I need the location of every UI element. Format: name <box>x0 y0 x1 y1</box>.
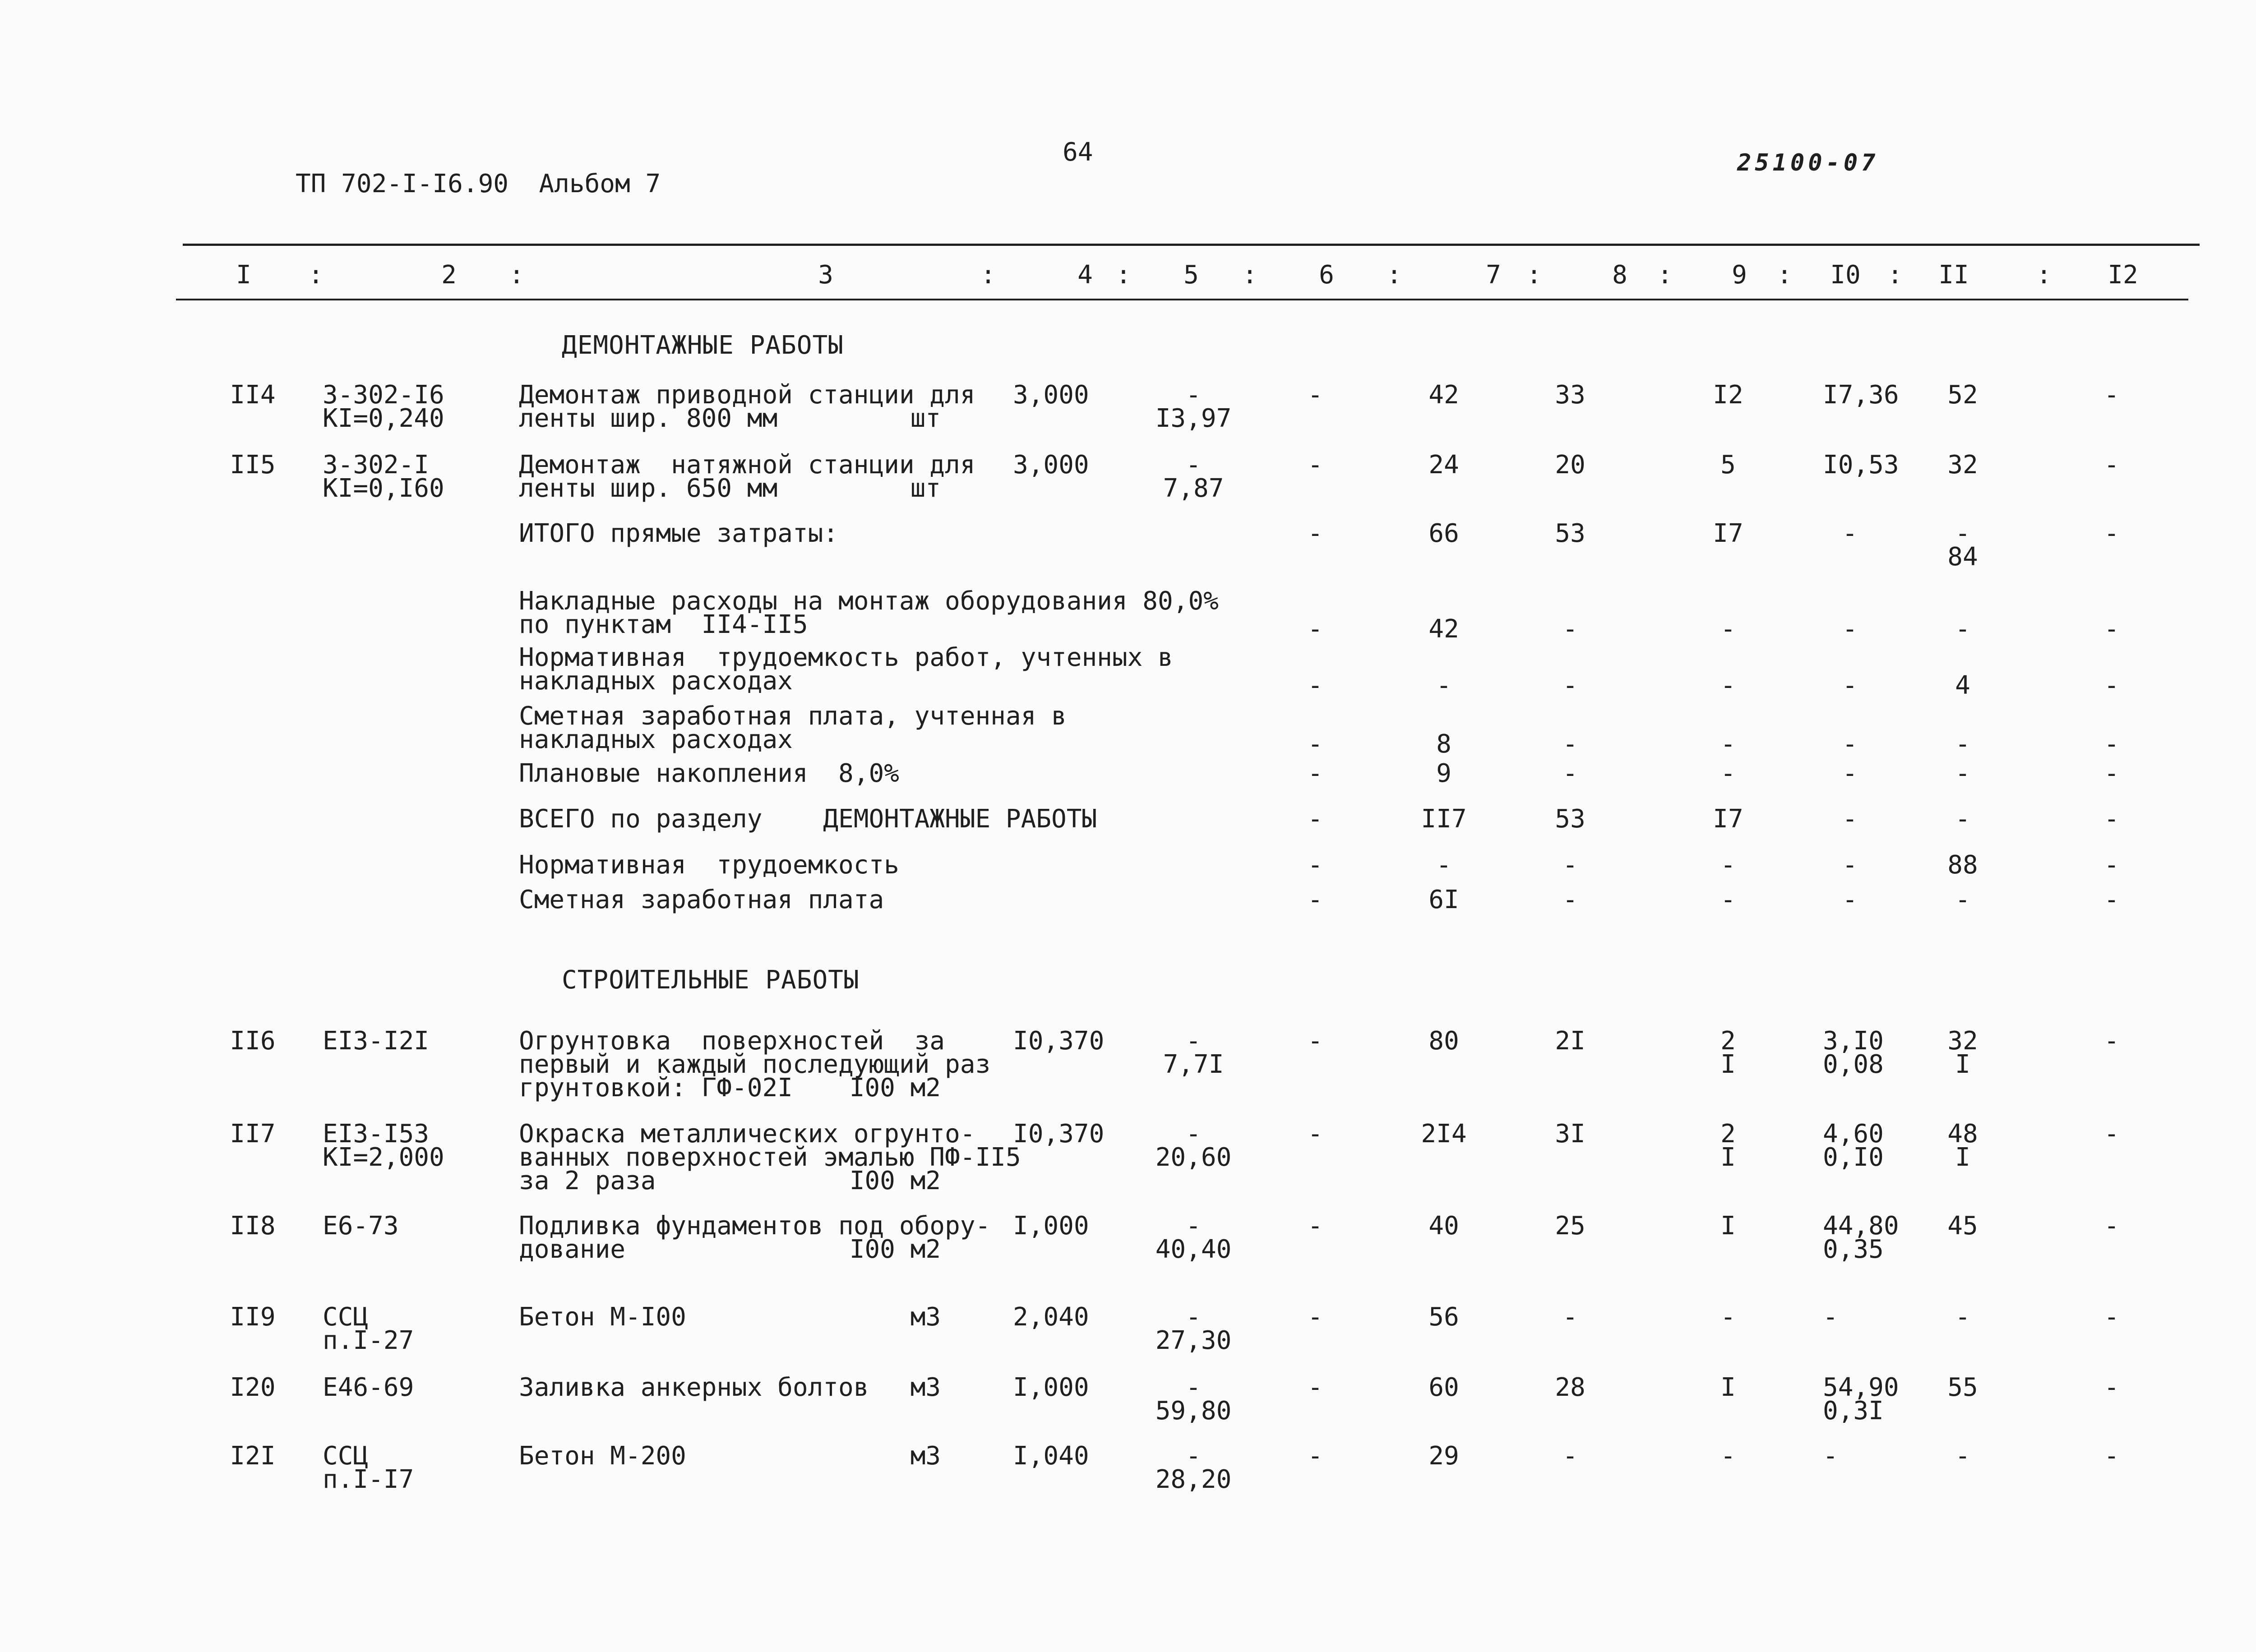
unit-cost: I3,97 <box>1155 404 1232 433</box>
cell-col-10: 4,60 <box>1823 1119 1884 1149</box>
summary-col-12: - <box>2104 804 2119 834</box>
rate-coefficient: п.I-I7 <box>323 1465 414 1494</box>
cell-col-11-line-2: I <box>1955 1050 1970 1079</box>
column-separator: : <box>1387 260 1402 290</box>
cell-col-11: 52 <box>1947 380 1978 410</box>
work-description-line-2: ленты шир. 650 мм <box>519 474 778 503</box>
cell-col-11-line-2: I <box>1955 1143 1970 1172</box>
quantity: I,000 <box>1013 1211 1089 1241</box>
summary-label: Нормативная трудоемкость <box>519 850 899 880</box>
cell-col-9-line-2: I <box>1720 1143 1736 1172</box>
summary-col-11: - <box>1955 614 1970 644</box>
rate-code: ССЦ <box>323 1302 369 1332</box>
summary-col-7: 66 <box>1428 519 1459 548</box>
item-number: I20 <box>230 1373 276 1402</box>
cell-col-9: 2 <box>1720 1026 1736 1056</box>
summary-label: Сметная заработная плата, учтенная в <box>519 701 1067 731</box>
unit-of-measure: шт <box>910 404 941 433</box>
column-separator: : <box>1887 260 1903 290</box>
unit-of-measure: м3 <box>910 1302 941 1332</box>
cell-col-7: 80 <box>1428 1026 1459 1056</box>
cell-col-6: - <box>1308 1026 1323 1056</box>
item-number: II8 <box>230 1211 276 1241</box>
work-description: Демонтаж приводной станции для <box>519 380 975 410</box>
cell-col-7: 56 <box>1428 1302 1459 1332</box>
column-header: 2 <box>441 260 457 290</box>
cell-col-9: - <box>1720 1302 1736 1332</box>
cell-col-10: - <box>1823 1441 1838 1471</box>
summary-col-8: - <box>1563 614 1578 644</box>
unit-cost: 7,7I <box>1163 1050 1224 1079</box>
quantity: I,000 <box>1013 1373 1089 1402</box>
unit-cost: 40,40 <box>1155 1235 1232 1264</box>
unit-cost: 27,30 <box>1155 1326 1232 1355</box>
cell-col-10: 44,80 <box>1823 1211 1899 1241</box>
summary-col-8: - <box>1563 759 1578 788</box>
summary-col-9: I7 <box>1713 519 1743 548</box>
unit-cost-top: - <box>1186 1441 1201 1471</box>
cell-col-12: - <box>2104 1026 2119 1056</box>
work-description: Огрунтовка поверхностей за <box>519 1026 945 1056</box>
cell-col-8: 33 <box>1555 380 1586 410</box>
work-description: Подливка фундаментов под обору- <box>519 1211 991 1241</box>
rate-code: ССЦ <box>323 1441 369 1471</box>
summary-label-line-2: по пунктам II4-II5 <box>519 610 808 639</box>
cell-col-12: - <box>2104 1441 2119 1471</box>
summary-label-line-2: накладных расходах <box>519 666 793 696</box>
summary-col-6: - <box>1308 671 1323 700</box>
cell-col-6: - <box>1308 1441 1323 1471</box>
summary-col-6: - <box>1308 804 1323 834</box>
unit-of-measure: шт <box>910 474 941 503</box>
column-header: 5 <box>1183 260 1199 290</box>
cell-col-10: 3,I0 <box>1823 1026 1884 1056</box>
rate-code: 3-302-I <box>323 450 430 480</box>
cell-col-11: 55 <box>1947 1373 1978 1402</box>
summary-col-10: - <box>1842 614 1858 644</box>
column-separator: : <box>1116 260 1131 290</box>
summary-col-9: - <box>1720 885 1736 914</box>
rate-code: EI3-I2I <box>323 1026 430 1056</box>
summary-col-10: - <box>1842 729 1858 759</box>
cell-col-8: 20 <box>1555 450 1586 480</box>
column-separator: : <box>1526 260 1542 290</box>
summary-col-11: - <box>1955 519 1970 548</box>
summary-col-10: - <box>1842 885 1858 914</box>
cell-col-9: - <box>1720 1441 1736 1471</box>
item-number: II6 <box>230 1026 276 1056</box>
summary-col-12: - <box>2104 885 2119 914</box>
cell-col-11: 45 <box>1947 1211 1978 1241</box>
summary-col-11: - <box>1955 885 1970 914</box>
cell-col-6: - <box>1308 1211 1323 1241</box>
summary-col-11-line-2: 84 <box>1947 542 1978 572</box>
summary-col-6: - <box>1308 885 1323 914</box>
work-description-line-3: за 2 раза <box>519 1166 656 1195</box>
work-description: Бетон М-I00 <box>519 1302 686 1332</box>
summary-col-8: 53 <box>1555 804 1586 834</box>
column-header: 8 <box>1612 260 1627 290</box>
cell-col-7: 60 <box>1428 1373 1459 1402</box>
column-header: 9 <box>1732 260 1747 290</box>
document-title: ТП 702-I-I6.90 Альбом 7 <box>296 169 661 198</box>
cell-col-10-line-2: 0,I0 <box>1823 1143 1884 1172</box>
cell-col-9-line-2: I <box>1720 1050 1736 1079</box>
summary-col-10: - <box>1842 804 1858 834</box>
column-separator: : <box>980 260 996 290</box>
rate-coefficient: п.I-27 <box>323 1326 414 1355</box>
column-separator: : <box>1242 260 1257 290</box>
cell-col-12: - <box>2104 1373 2119 1402</box>
summary-col-10: - <box>1842 671 1858 700</box>
section-title-construction: СТРОИТЕЛЬНЫЕ РАБОТЫ <box>562 965 860 995</box>
column-header: II <box>1938 260 1969 290</box>
summary-col-8: - <box>1563 671 1578 700</box>
unit-cost-top: - <box>1186 1119 1201 1149</box>
work-description: Бетон М-200 <box>519 1441 686 1471</box>
summary-col-8: - <box>1563 729 1578 759</box>
cell-col-12: - <box>2104 1211 2119 1241</box>
column-separator: : <box>1657 260 1673 290</box>
rate-coefficient: KI=2,000 <box>323 1143 444 1172</box>
summary-col-12: - <box>2104 729 2119 759</box>
rate-code: E6-73 <box>323 1211 399 1241</box>
work-description-line-2: ванных поверхностей эмалью ПФ-II5 <box>519 1143 1021 1172</box>
cell-col-8: 2I <box>1555 1026 1586 1056</box>
unit-cost: 7,87 <box>1163 474 1224 503</box>
cell-col-12: - <box>2104 450 2119 480</box>
column-header: I <box>236 260 251 290</box>
unit-of-measure: м3 <box>910 1373 941 1402</box>
summary-col-11: - <box>1955 804 1970 834</box>
summary-col-10: - <box>1842 850 1858 880</box>
item-number: II5 <box>230 450 276 480</box>
cell-col-8: - <box>1563 1302 1578 1332</box>
summary-col-9: - <box>1720 729 1736 759</box>
rate-code: 3-302-I6 <box>323 380 444 410</box>
cell-col-9: I <box>1720 1211 1736 1241</box>
cell-col-11: - <box>1955 1441 1970 1471</box>
summary-label: Сметная заработная плата <box>519 885 884 914</box>
summary-col-12: - <box>2104 850 2119 880</box>
item-number: II7 <box>230 1119 276 1149</box>
cell-col-8: 3I <box>1555 1119 1586 1149</box>
cell-col-6: - <box>1308 1373 1323 1402</box>
cell-col-7: 42 <box>1428 380 1459 410</box>
unit-cost: 28,20 <box>1155 1465 1232 1494</box>
handwritten-stamp: 25100-07 <box>1737 149 1879 176</box>
summary-col-7: II7 <box>1421 804 1467 834</box>
summary-col-8: 53 <box>1555 519 1586 548</box>
unit-cost-top: - <box>1186 1211 1201 1241</box>
summary-col-11: 88 <box>1947 850 1978 880</box>
summary-col-7: 8 <box>1436 729 1452 759</box>
summary-col-7: 42 <box>1428 614 1459 644</box>
summary-label-line-2: накладных расходах <box>519 725 793 754</box>
summary-col-8: - <box>1563 885 1578 914</box>
column-separator: : <box>308 260 324 290</box>
summary-label: Нормативная трудоемкость работ, учтенных в <box>519 643 1173 672</box>
cell-col-6: - <box>1308 450 1323 480</box>
column-header: I2 <box>2108 260 2138 290</box>
rate-coefficient: KI=0,240 <box>323 404 444 433</box>
summary-col-12: - <box>2104 614 2119 644</box>
rate-code: E46-69 <box>323 1373 414 1402</box>
summary-col-11: - <box>1955 729 1970 759</box>
unit-cost-top: - <box>1186 1302 1201 1332</box>
cell-col-7: 40 <box>1428 1211 1459 1241</box>
rate-code: EI3-I53 <box>323 1119 430 1149</box>
cell-col-8: - <box>1563 1441 1578 1471</box>
item-number: I2I <box>230 1441 276 1471</box>
summary-col-6: - <box>1308 759 1323 788</box>
summary-col-12: - <box>2104 671 2119 700</box>
summary-col-12: - <box>2104 519 2119 548</box>
summary-col-11: - <box>1955 759 1970 788</box>
unit-cost-top: - <box>1186 1373 1201 1402</box>
unit-cost-top: - <box>1186 380 1201 410</box>
summary-col-10: - <box>1842 759 1858 788</box>
summary-col-9: I7 <box>1713 804 1743 834</box>
cell-col-6: - <box>1308 380 1323 410</box>
summary-col-7: 9 <box>1436 759 1452 788</box>
cell-col-6: - <box>1308 1119 1323 1149</box>
summary-label: ВСЕГО по разделу ДЕМОНТАЖНЫЕ РАБОТЫ <box>519 804 1097 834</box>
cell-col-10: 54,90 <box>1823 1373 1899 1402</box>
cell-col-7: 24 <box>1428 450 1459 480</box>
summary-col-9: - <box>1720 759 1736 788</box>
summary-label: Плановые накопления 8,0% <box>519 759 899 788</box>
quantity: I,040 <box>1013 1441 1089 1471</box>
unit-of-measure: м3 <box>910 1441 941 1471</box>
cell-col-7: 2I4 <box>1421 1119 1467 1149</box>
cell-col-12: - <box>2104 380 2119 410</box>
column-separator: : <box>1777 260 1792 290</box>
cell-col-10: I0,53 <box>1823 450 1899 480</box>
cell-col-8: 28 <box>1555 1373 1586 1402</box>
column-separator: : <box>509 260 524 290</box>
summary-col-6: - <box>1308 519 1323 548</box>
summary-label: Накладные расходы на монтаж оборудования 80,0% <box>519 586 1219 616</box>
cell-col-11: 48 <box>1947 1119 1978 1149</box>
cell-col-10-line-2: 0,3I <box>1823 1396 1884 1426</box>
summary-col-8: - <box>1563 850 1578 880</box>
cell-col-12: - <box>2104 1119 2119 1149</box>
work-description-line-2: ленты шир. 800 мм <box>519 404 778 433</box>
work-description: Окраска металлических огрунто- <box>519 1119 975 1149</box>
column-separator: : <box>2036 260 2052 290</box>
summary-col-6: - <box>1308 729 1323 759</box>
summary-col-11: 4 <box>1955 671 1970 700</box>
column-header: 3 <box>818 260 833 290</box>
cell-col-9: 2 <box>1720 1119 1736 1149</box>
cell-col-9: 5 <box>1720 450 1736 480</box>
quantity: 3,000 <box>1013 380 1089 410</box>
summary-col-12: - <box>2104 759 2119 788</box>
summary-col-9: - <box>1720 614 1736 644</box>
cell-col-6: - <box>1308 1302 1323 1332</box>
summary-col-7: - <box>1436 850 1452 880</box>
cell-col-11: 32 <box>1947 450 1978 480</box>
work-description-line-2: первый и каждый последующий раз <box>519 1050 991 1079</box>
work-description: Заливка анкерных болтов <box>519 1373 869 1402</box>
unit-cost: 59,80 <box>1155 1396 1232 1426</box>
summary-col-6: - <box>1308 614 1323 644</box>
cell-col-9: I <box>1720 1373 1736 1402</box>
unit-of-measure: I00 м2 <box>849 1166 941 1195</box>
cell-col-11: 32 <box>1947 1026 1978 1056</box>
cell-col-10: - <box>1823 1302 1838 1332</box>
summary-col-7: 6I <box>1428 885 1459 914</box>
cell-col-11: - <box>1955 1302 1970 1332</box>
summary-col-10: - <box>1842 519 1858 548</box>
quantity: I0,370 <box>1013 1119 1105 1149</box>
unit-of-measure: I00 м2 <box>849 1235 941 1264</box>
column-header: 7 <box>1486 260 1501 290</box>
unit-cost: 20,60 <box>1155 1143 1232 1172</box>
column-header: 6 <box>1319 260 1334 290</box>
unit-of-measure: I00 м2 <box>849 1073 941 1103</box>
cell-col-12: - <box>2104 1302 2119 1332</box>
cell-col-10-line-2: 0,08 <box>1823 1050 1884 1079</box>
column-header: I0 <box>1830 260 1861 290</box>
cell-col-10-line-2: 0,35 <box>1823 1235 1884 1264</box>
quantity: I0,370 <box>1013 1026 1105 1056</box>
item-number: II9 <box>230 1302 276 1332</box>
section-title-dismantling: ДЕМОНТАЖНЫЕ РАБОТЫ <box>562 331 844 360</box>
quantity: 2,040 <box>1013 1302 1089 1332</box>
unit-cost-top: - <box>1186 450 1201 480</box>
cell-col-10: I7,36 <box>1823 380 1899 410</box>
work-description-line-2: дование <box>519 1235 626 1264</box>
cell-col-7: 29 <box>1428 1441 1459 1471</box>
summary-col-9: - <box>1720 850 1736 880</box>
summary-label: ИТОГО прямые затраты: <box>519 519 839 548</box>
unit-cost-top: - <box>1186 1026 1201 1056</box>
column-header: 4 <box>1077 260 1093 290</box>
work-description-line-3: грунтовкой: ГФ-02I <box>519 1073 793 1103</box>
top-rule <box>183 244 2200 246</box>
rate-coefficient: KI=0,I60 <box>323 474 444 503</box>
work-description: Демонтаж натяжной станции для <box>519 450 975 480</box>
summary-col-9: - <box>1720 671 1736 700</box>
cell-col-9: I2 <box>1713 380 1743 410</box>
item-number: II4 <box>230 380 276 410</box>
summary-col-7: - <box>1436 671 1452 700</box>
quantity: 3,000 <box>1013 450 1089 480</box>
summary-col-6: - <box>1308 850 1323 880</box>
header-rule <box>176 299 2188 300</box>
cell-col-8: 25 <box>1555 1211 1586 1241</box>
page-number: 64 <box>1063 138 1093 167</box>
